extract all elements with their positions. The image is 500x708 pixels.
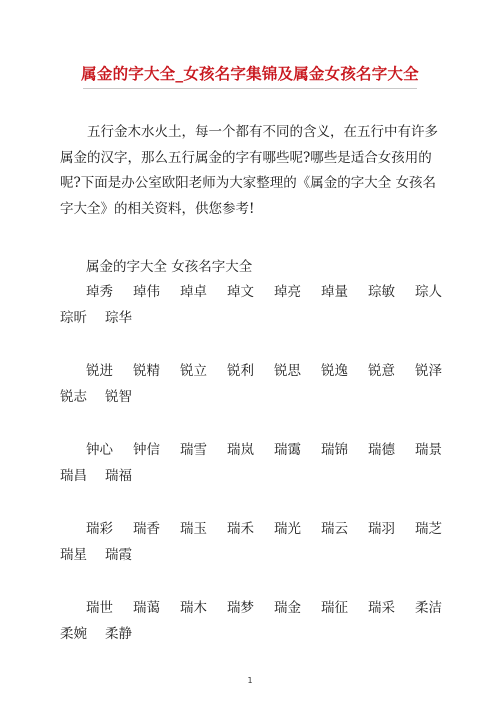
name-item: 琸亮 (274, 284, 301, 300)
name-group-4 (60, 516, 442, 568)
name-item: 锐进 (86, 363, 113, 379)
name-item: 琸量 (321, 284, 348, 300)
name-item: 瑞锦 (321, 442, 348, 458)
name-item: 瑞禾 (227, 521, 254, 537)
name-item: 柔洁 (415, 600, 442, 616)
name-group-2 (60, 358, 442, 410)
name-group-5 (60, 595, 442, 647)
name-item: 柔静 (105, 626, 132, 642)
name-item: 琸秀 (86, 284, 113, 300)
name-item: 锐意 (368, 363, 395, 379)
name-item: 琮昕 (60, 310, 87, 326)
name-item: 琸文 (227, 284, 254, 300)
name-item: 瑞岚 (227, 442, 254, 458)
name-item: 琮敏 (368, 284, 395, 300)
name-item: 瑞香 (133, 521, 160, 537)
name-item: 瑞征 (321, 600, 348, 616)
name-item: 瑞世 (86, 600, 113, 616)
name-item: 瑞德 (368, 442, 395, 458)
name-item: 锐利 (227, 363, 254, 379)
name-item: 瑞福 (105, 468, 132, 484)
name-item: 锐泽 (415, 363, 442, 379)
name-item: 瑞景 (415, 442, 442, 458)
name-item: 琮华 (105, 310, 132, 326)
section-heading: 属金的字大全 女孩名字大全 (86, 259, 253, 275)
title-underline (83, 88, 417, 89)
name-item: 钟心 (86, 442, 113, 458)
name-line (60, 595, 442, 621)
name-item: 瑞霭 (274, 442, 301, 458)
name-line (60, 305, 442, 331)
name-group-3 (60, 437, 442, 489)
name-item: 瑞蔼 (133, 600, 160, 616)
document-title: 属金的字大全_女孩名字集锦及属金女孩名字大全 (81, 65, 419, 83)
name-item: 钟信 (133, 442, 160, 458)
name-item: 锐逸 (321, 363, 348, 379)
name-item: 瑞彩 (86, 521, 113, 537)
name-item: 瑞梦 (227, 600, 254, 616)
name-item: 锐立 (180, 363, 207, 379)
name-line (60, 384, 442, 410)
name-line (60, 621, 442, 647)
name-item: 锐智 (105, 389, 132, 405)
name-item: 瑞金 (274, 600, 301, 616)
name-item: 瑞霞 (105, 547, 132, 563)
name-item: 锐思 (274, 363, 301, 379)
name-item: 瑞光 (274, 521, 301, 537)
name-item: 瑞星 (60, 547, 87, 563)
name-item: 锐志 (60, 389, 87, 405)
name-item: 琸伟 (133, 284, 160, 300)
name-line (60, 279, 442, 305)
name-item: 瑞玉 (180, 521, 207, 537)
name-line (60, 358, 442, 384)
name-item: 锐精 (133, 363, 160, 379)
name-item: 琮人 (415, 284, 442, 300)
name-item: 瑞芝 (415, 521, 442, 537)
name-item: 瑞昌 (60, 468, 87, 484)
name-group-1 (60, 279, 442, 331)
name-item: 柔婉 (60, 626, 87, 642)
name-item: 瑞雪 (180, 442, 207, 458)
name-item: 瑞采 (368, 600, 395, 616)
name-item: 瑞木 (180, 600, 207, 616)
name-item: 瑞羽 (368, 521, 395, 537)
page-number: 1 (247, 676, 253, 685)
name-item: 琸卓 (180, 284, 207, 300)
name-line (60, 463, 442, 489)
intro-paragraph: 五行金木水火土，每一个都有不同的含义，在五行中有许多属金的汉字，那么五行属金的字有哪些呢?哪些是适合女孩用的呢?下面是办公室欧阳老师为大家整理的《属金的字大全 女孩名字大全》的相关资料，供您参考! (60, 124, 438, 217)
name-item: 瑞云 (321, 521, 348, 537)
name-line (60, 516, 442, 542)
name-line (60, 542, 442, 568)
name-line (60, 437, 442, 463)
